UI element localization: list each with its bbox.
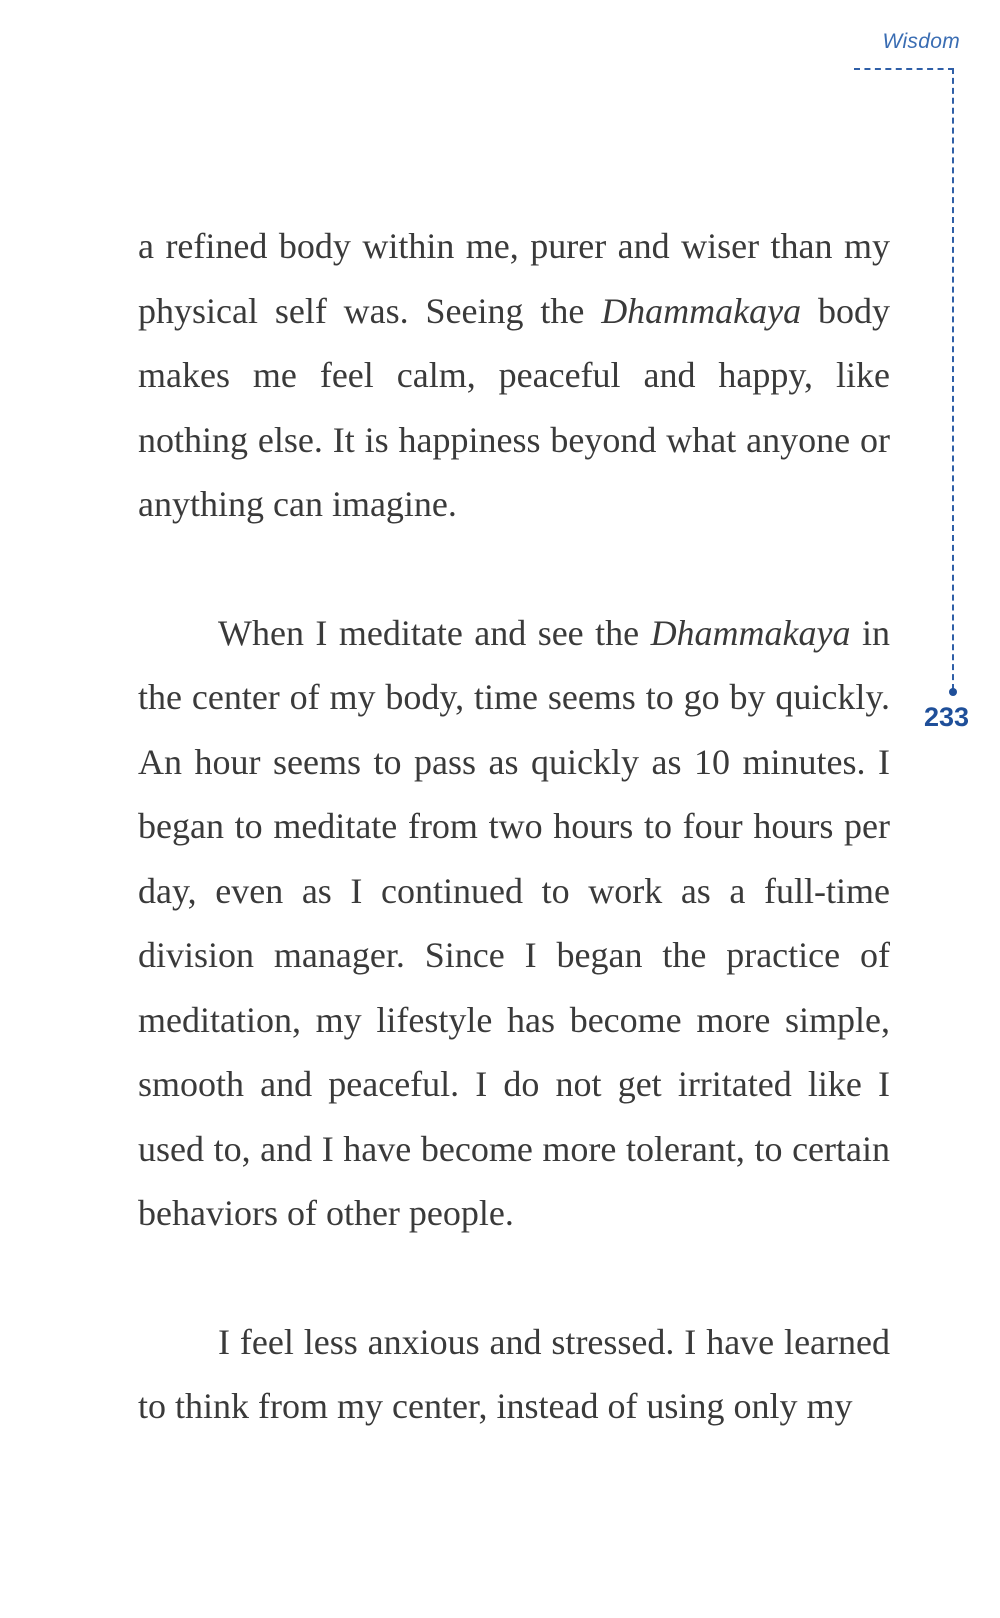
paragraph-1-term: Dhammakaya [601,290,802,331]
paragraph-3 [138,1310,890,1439]
header-dashed-rule [854,68,954,70]
paragraph-3-text: I feel less anxious and stressed. I have learned to think from my center, instead of using only my [138,1321,890,1426]
paragraph-1 [138,214,890,537]
body-text [138,214,890,1503]
paragraph-2-text-a: When I meditate and see the [218,612,651,653]
paragraph-2-text-b: in the center of my body, time seems to go by quickly. An hour seems to pass as quickly as 10 minutes. I began to meditate from two hours to four hours per day, even as I continued to work as a full-time division manager. Since I began the practice of meditation, my lifestyle has become more simple, smooth and peaceful. I do not get irritated like I used to, and I have become more tolerant, to certain behaviors of other people. [138,612,890,1233]
margin-dashed-rule [952,68,954,690]
paragraph-2 [138,601,890,1246]
paragraph-1-text-a: a refined body within me, purer and wiser than my physical self was. Seeing the [138,226,890,331]
page-number: 233 [924,702,970,732]
paragraph-1-text-b: body makes me feel calm, peaceful and happy, like nothing else. It is happiness beyond what anyone or anything can imagine. [138,290,890,524]
running-head: Wisdom [882,30,960,53]
paragraph-2-term: Dhammakaya [650,612,851,653]
page-marker-dot [949,688,957,696]
